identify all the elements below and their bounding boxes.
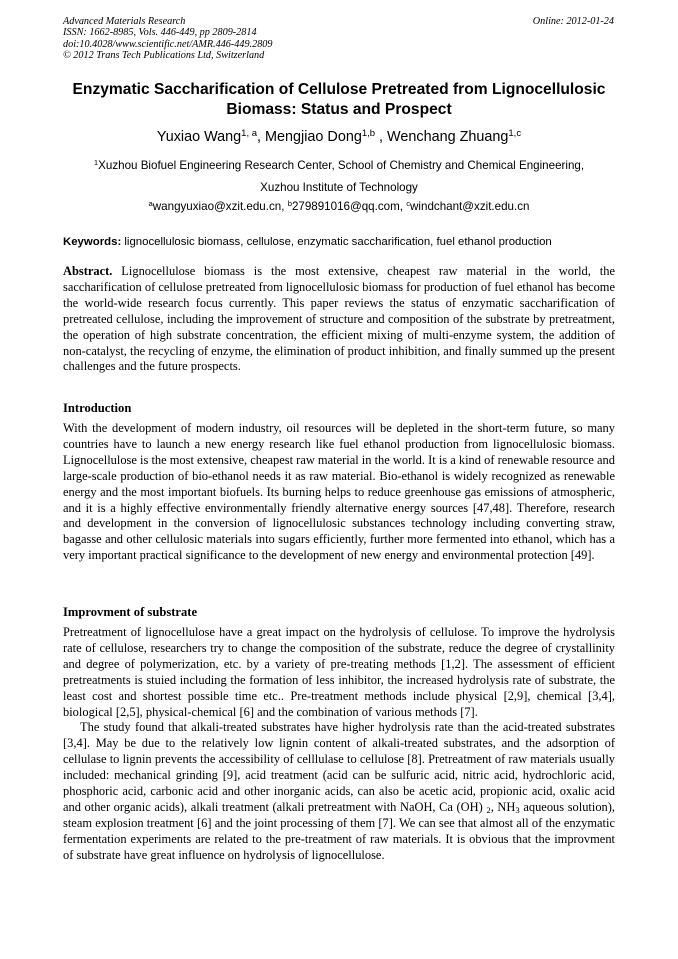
affiliation-sup: 1 <box>93 157 99 167</box>
author-3: , Wenchang Zhuang <box>375 129 509 145</box>
substrate-section <box>63 625 615 864</box>
email-a: wangyuxiao@xzit.edu.cn, <box>152 200 285 213</box>
p2-text-a: The study found that alkali-treated substrates have higher hydrolysis rate than the acid-treated substrates [3,4]. May be due to the relatively low lignin content of alkali-treated substrates, and the adsorption of cellulase to lignin prevents the accessibility of celllulase to cellulose [8]. Pretreatment of raw materials usually included: mechanical grinding [9], acid treatment (acid can be sulfuric acid, nitric acid, hydrochloric acid, phosphoric acid, carbonic acid and other inorganic acids, can also be acetic acid, propionic acid, oxalic acid and other organic acids), alkali treatment (alkali pretreatment with NaOH, Ca (OH) <box>63 720 615 814</box>
abstract <box>63 264 615 375</box>
substrate-paragraph-2 <box>63 720 615 863</box>
affiliation-line-2: Xuzhou Institute of Technology <box>260 181 418 194</box>
affiliation-line-1 <box>50 155 628 177</box>
online-date: Online: 2012-01-24 <box>532 16 614 27</box>
p2-subscript-2: 3 <box>515 805 520 816</box>
p2-text-b: , NH <box>490 799 516 814</box>
section-heading-introduction: Introduction <box>63 401 132 415</box>
doi-line: doi:10.4028/www.scientific.net/AMR.446-449.2809 <box>63 38 273 50</box>
affiliation-text: Xuzhou Biofuel Engineering Research Center, School of Chemistry and Chemical Engineering, <box>98 159 585 172</box>
journal-name: Advanced Materials Research <box>63 16 186 27</box>
affiliation <box>50 155 628 199</box>
email-c: windchant@xzit.edu.cn <box>410 200 530 213</box>
p2-subscript-1: 2 <box>486 805 491 816</box>
keywords-label: Keywords: <box>63 236 122 248</box>
journal-header <box>63 16 272 62</box>
author-2-affil: 1,b <box>361 127 376 139</box>
issn-line: ISSN: 1662-8985, Vols. 446-449, pp 2809-2814 <box>63 27 257 39</box>
keywords <box>63 235 615 250</box>
author-1-affil: 1, a <box>241 127 258 139</box>
title-line-1: Enzymatic Saccharification of Cellulose Pretreated from Lignocellulosic <box>72 81 606 98</box>
title-line-2: Biomass: Status and Prospect <box>226 101 452 118</box>
p2-text-c: aqueous solution), steam explosion treatment [6] and the joint processing of them [7]. We can see that almost all of the enzymatic fermentation experiments are related to the pre-treatment of raw materials. It is obvious that the improvment of substrate have great influence on hydrolysis of lignocellulose. <box>63 799 616 862</box>
author-2: , Mengjiao Dong <box>257 129 362 145</box>
email-line <box>50 199 628 215</box>
abstract-label: Abstract. <box>63 264 113 278</box>
email-b-sup: b <box>287 198 292 208</box>
abstract-text: Lignocellulose biomass is the most extensive, cheapest raw material in the world, the saccharification of cellulose pretreated from lignocellulosic biomass for production of fuel ethanol has become the world-wide research focus currently. This paper reviews the status of enzymatic saccharification of pretreated cellulose, including the improvement of structure and composition of the substrate by pretreatment, the operation of high substrate concentration, the efficient mixing of multi-enzyme system, the addition of non-catalyst, the recycling of enzyme, the elimination of product inhibition, and finally summed up the present challenges and the future prospects. <box>63 264 615 374</box>
substrate-paragraph-1: Pretreatment of lignocellulose have a great impact on the hydrolysis of cellulose. To improve the hydrolysis rate of cellulose, researchers try to change the composition of the substrate, reduce the degree of crystallinity and degree of polymerization, etc. by a variety of pre-treating methods [1,2]. The assessment of efficient pretreatments is stuied including the formation of less inhibitor, the increased hydrolysis rate of substrate, the least cost and shortest possible time etc.. Pre-treatment methods include physical [2,9], chemical [3,4], biological [2,5], physical-chemical [6] and the combination of various methods [7]. <box>63 625 615 719</box>
author-list <box>50 128 628 146</box>
email-b: 279891016@qq.com, <box>291 200 403 213</box>
introduction-paragraph: With the development of modern industry, oil resources will be depleted in the short-term future, so many countries have to launch a new energy research like fuel ethanol production from lignocellulosic biomass. Lignocellulose is the most extensive, cheapest raw material in the world. It is a kind of renewable resource and large-scale production of bio-ethanol needs it as raw material. Bio-ethanol is widely recognized as renewable energy and the most important biofuels. Its burning helps to reduce greenhouse gas emissions of atmospheric, and it is a highly effective environmentally friendly alternative energy sources [47,48]. Therefore, research and development in the conversion of lignocellulosic substances technology including converting straw, bagasse and other cellulosic materials into sugars efficiently, further more fermented into ethanol, which has a very important practical significance to the development of new energy and environmental protection [49]. <box>63 421 615 563</box>
email-c-sup: c <box>406 198 411 208</box>
author-3-affil: 1,c <box>508 127 522 139</box>
author-1: Yuxiao Wang <box>156 129 242 145</box>
keywords-text: lignocellulosic biomass, cellulose, enzymatic saccharification, fuel ethanol production <box>121 236 552 248</box>
copyright-line: © 2012 Trans Tech Publications Ltd, Switzerland <box>63 50 265 62</box>
section-heading-substrate: Improvment of substrate <box>63 605 198 619</box>
email-a-sup: a <box>148 198 153 208</box>
paper-title <box>50 80 628 120</box>
